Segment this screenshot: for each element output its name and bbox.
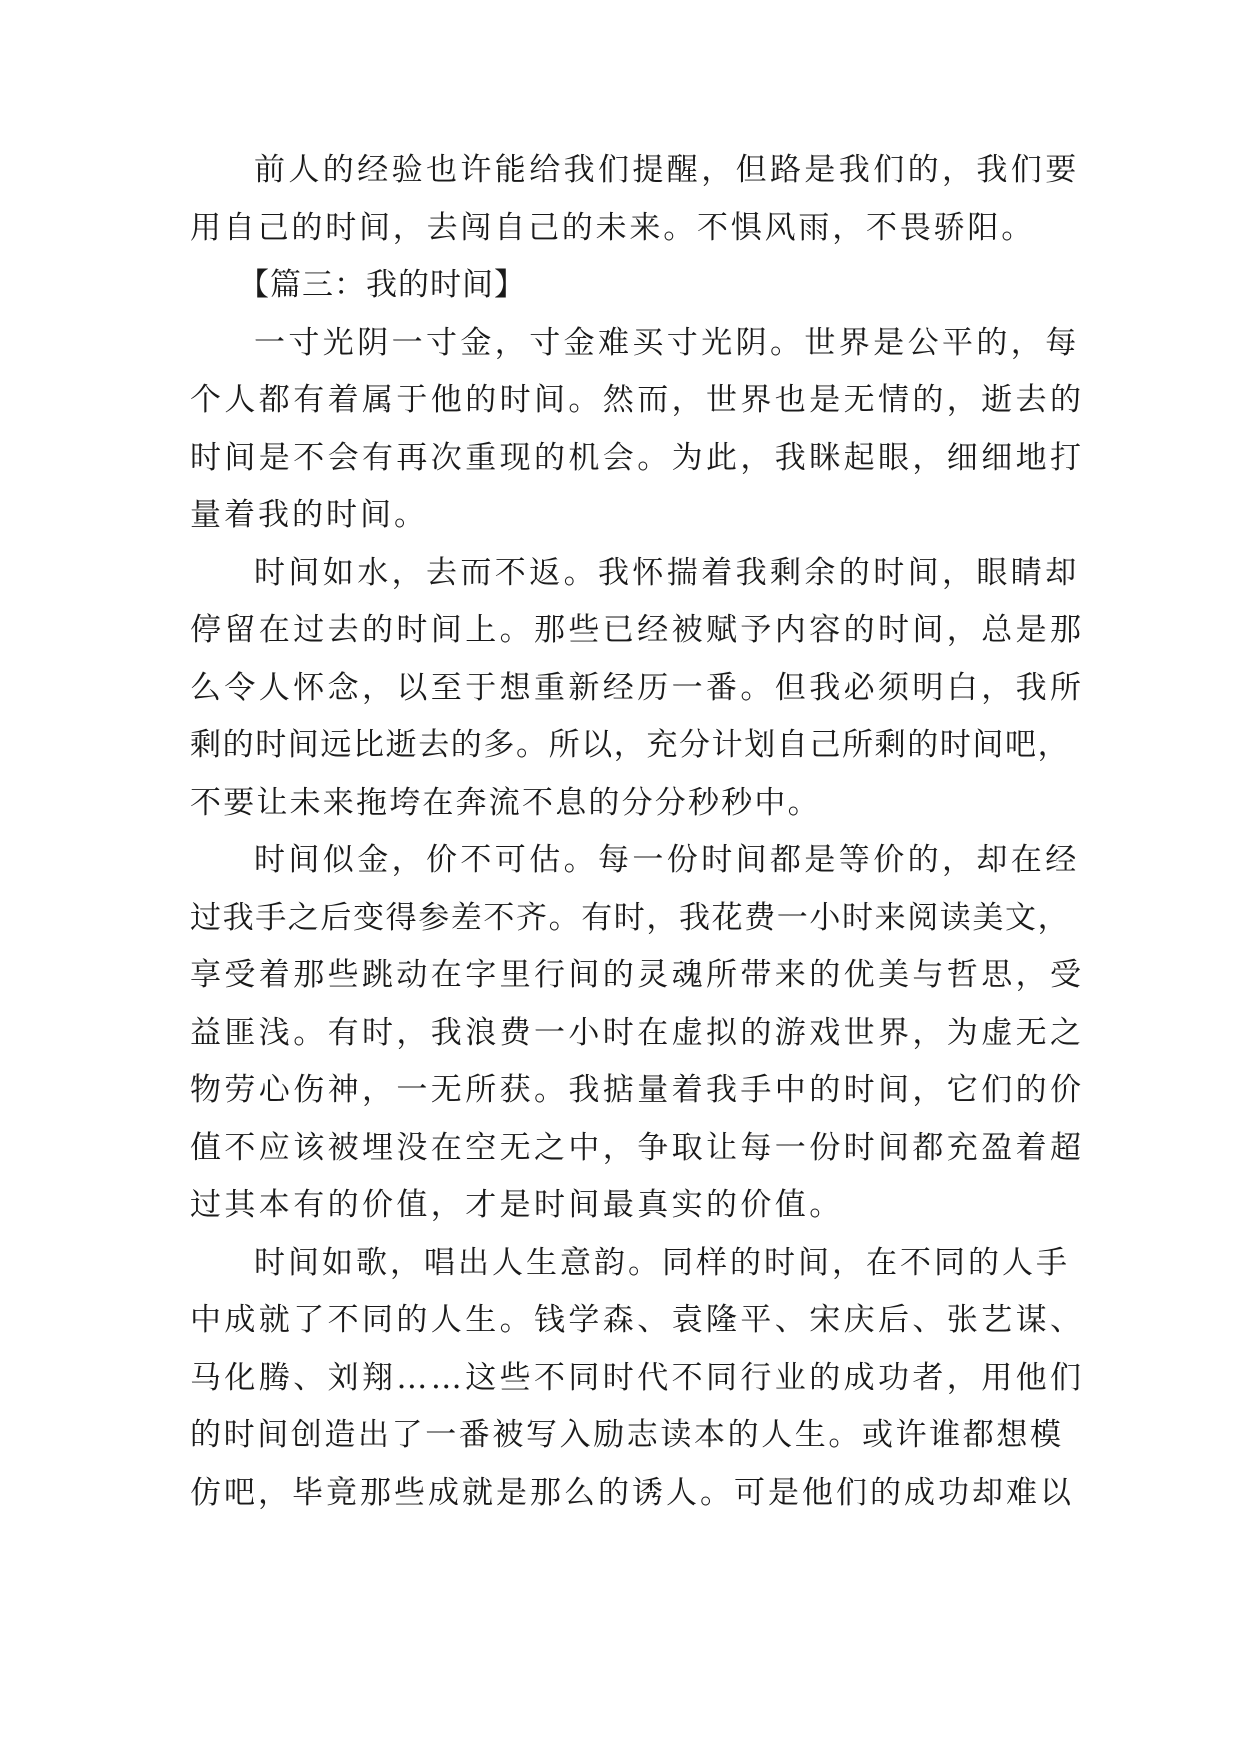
paragraph-line: 过其本有的价值，才是时间最真实的价值。 [190,1187,844,1223]
section-heading: 【篇三：我的时间】 [238,267,526,303]
paragraph-line: 个人都有着属于他的时间。然而，世界也是无情的，逝去的 [190,382,1085,418]
paragraph-line: 过我手之后变得参差不齐。有时，我花费一小时来阅读美文， [190,900,1071,936]
paragraph-line: 用自己的时间，去闯自己的未来。不惧风雨，不畏骄阳。 [190,210,1035,246]
paragraph-line: 时间如歌，唱出人生意韵。同样的时间，在不同的人手 [254,1245,1070,1281]
paragraph-line: 值不应该被埋没在空无之中，争取让每一份时间都充盈着超 [190,1130,1085,1166]
paragraph-line: 不要让未来拖垮在奔流不息的分分秒秒中。 [190,785,821,821]
paragraph-line: 前人的经验也许能给我们提醒，但路是我们的，我们要 [254,152,1080,188]
paragraph-line: 马化腾、刘翔……这些不同时代不同行业的成功者，用他们 [190,1360,1085,1396]
paragraph-line: 物劳心伤神，一无所获。我掂量着我手中的时间，它们的价 [190,1072,1085,1108]
paragraph-line: 益匪浅。有时，我浪费一小时在虚拟的游戏世界，为虚无之 [190,1015,1085,1051]
paragraph-line: 时间如水，去而不返。我怀揣着我剩余的时间，眼睛却 [254,555,1080,591]
paragraph-line: 的时间创造出了一番被写入励志读本的人生。或许谁都想模 [190,1417,1064,1453]
paragraph-line: 剩的时间远比逝去的多。所以，充分计划自己所剩的时间吧， [190,727,1071,763]
paragraph-line: 时间是不会有再次重现的机会。为此，我眯起眼，细细地打 [190,440,1085,476]
paragraph-line: 停留在过去的时间上。那些已经被赋予内容的时间，总是那 [190,612,1085,648]
paragraph-line: 一寸光阴一寸金，寸金难买寸光阴。世界是公平的，每 [254,325,1080,361]
paragraph-line: 时间似金，价不可估。每一份时间都是等价的，却在经 [254,842,1080,878]
paragraph-line: 仿吧，毕竟那些成就是那么的诱人。可是他们的成功却难以 [190,1475,1074,1511]
paragraph-line: 量着我的时间。 [190,497,428,533]
paragraph-line: 么令人怀念，以至于想重新经历一番。但我必须明白，我所 [190,670,1085,706]
paragraph-line: 中成就了不同的人生。钱学森、袁隆平、宋庆后、张艺谋、 [190,1302,1085,1338]
paragraph-line: 享受着那些跳动在字里行间的灵魂所带来的优美与哲思，受 [190,957,1085,993]
